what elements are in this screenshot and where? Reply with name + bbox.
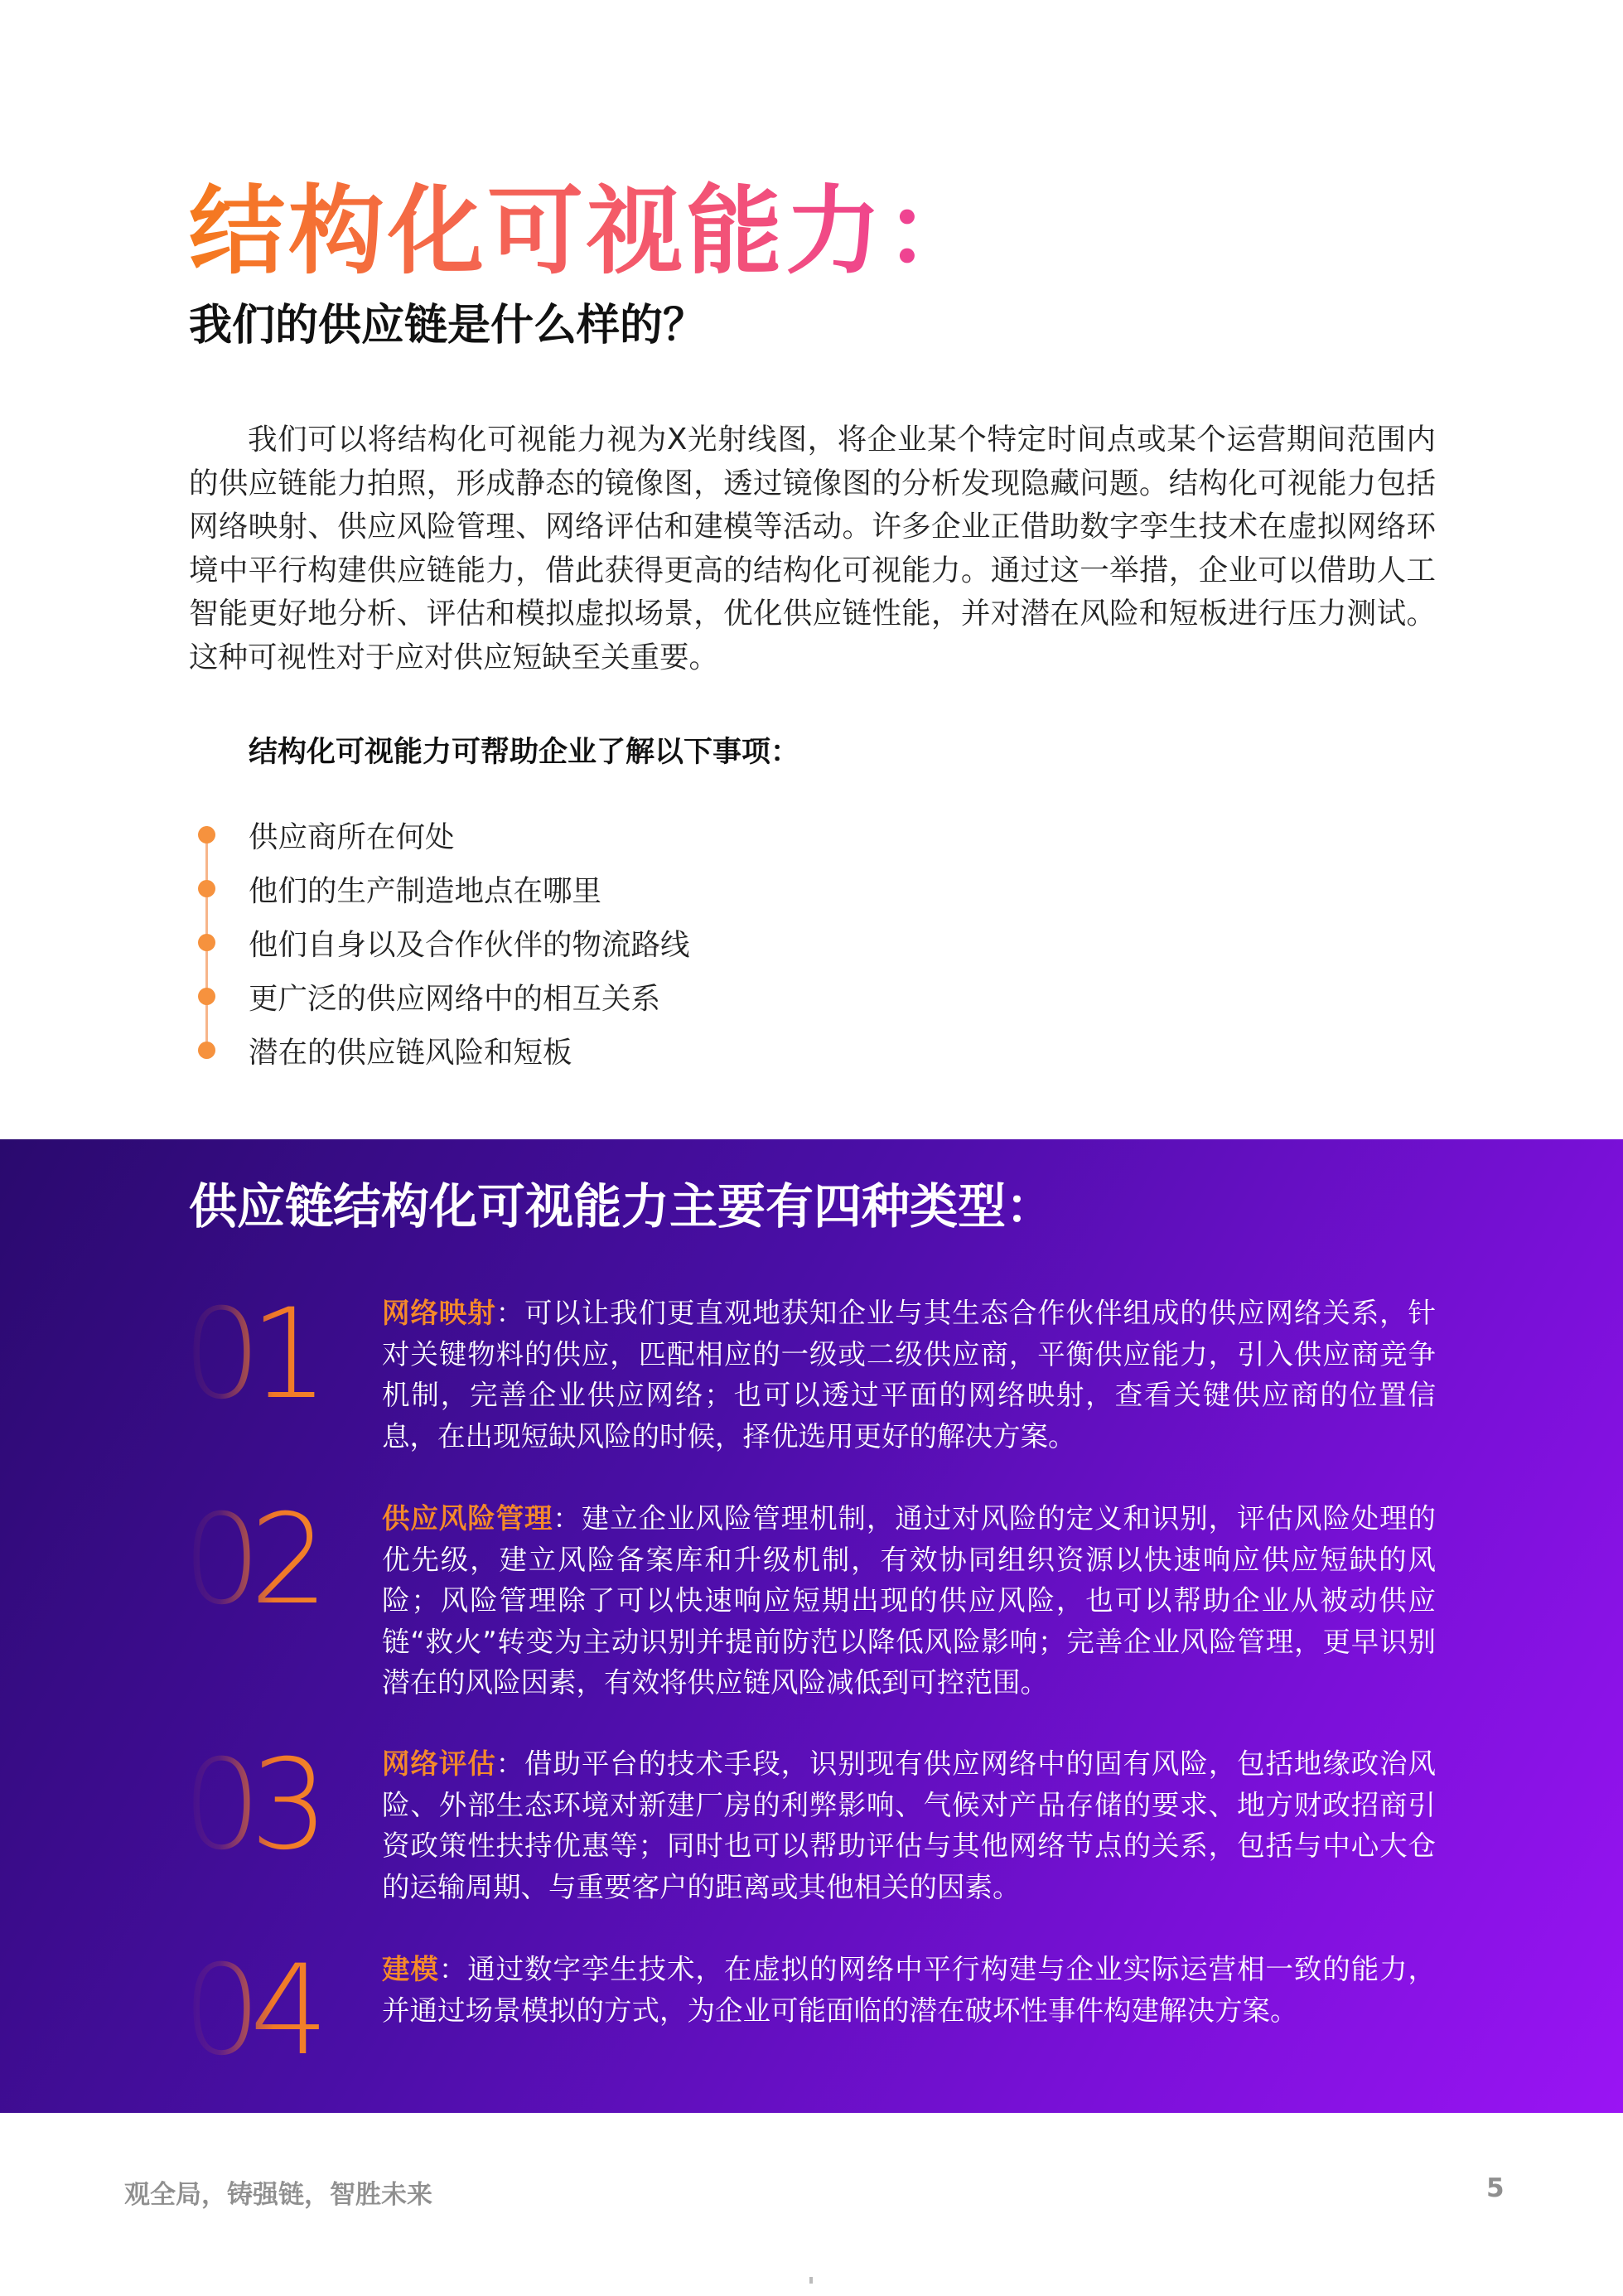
list-item-text: 潜在的供应链风险和短板 (249, 1036, 572, 1070)
bullet-dot-icon (198, 1042, 215, 1059)
type-description (382, 1293, 1436, 1457)
list-item-text: 他们的生产制造地点在哪里 (249, 874, 602, 908)
page-subtitle: 我们的供应链是什么样的？ (189, 301, 707, 350)
page-number: 5 (1486, 2173, 1505, 2203)
list-item (189, 969, 935, 1023)
footer-slogan: 观全局，铸强链，智胜未来 (124, 2180, 432, 2210)
type-heading: 供应风险管理 (382, 1502, 553, 1535)
bullet-dot-icon (198, 934, 215, 951)
type-body: ：通过数字孪生技术，在虚拟的网络中平行构建与企业实际运营相一致的能力，并通过场景模拟的方式，为企业可能面临的潜在破坏性事件构建解决方案。 (382, 1953, 1437, 2027)
bullet-dot-icon (198, 988, 215, 1005)
footer-divider (809, 2277, 813, 2284)
list-item (189, 1023, 935, 1077)
type-body: ：建立企业风险管理机制，通过对风险的定义和识别，评估风险处理的优先级，建立风险备案库和升级机制，有效协同组织资源以快速响应供应短缺的风险；风险管理除了可以快速响应短期出现的供应风险，也可以帮助企业从被动供应链“救火”转变为主动识别并提前防范以降低风险影响；完善企业风险管理，更早识别潜在的风险因素，有效将供应链风险减低到可控范围。 (382, 1502, 1437, 1699)
type-description (382, 1743, 1436, 1907)
type-body: ：借助平台的技术手段，识别现有供应网络中的固有风险，包括地缘政治风险、外部生态环境对新建厂房的利弊影响、气候对产品存储的要求、地方财政招商引资政策性扶持优惠等；同时也可以帮助评估与其他网络节点的关系，包括与中心大仓的运输周期、与重要客户的距离或其他相关的因素。 (382, 1747, 1437, 1903)
type-description (382, 1949, 1436, 2031)
bullet-list (189, 808, 935, 1077)
list-item (189, 916, 935, 969)
type-body: ：可以让我们更直观地获知企业与其生态合作伙伴组成的供应网络关系，针对关键物料的供应，匹配相应的一级或二级供应商，平衡供应能力，引入供应商竞争机制，完善企业供应网络；也可以透过平面的网络映射，查看关键供应商的位置信息，在出现短缺风险的时候，择优选用更好的解决方案。 (382, 1297, 1437, 1453)
list-item-text: 他们自身以及合作伙伴的物流路线 (249, 928, 690, 962)
list-item (189, 862, 935, 916)
type-number: 01 (182, 1293, 348, 1417)
bullet-list-lead: 结构化可视能力可帮助企业了解以下事项： (249, 736, 800, 769)
list-item-text: 供应商所在何处 (249, 820, 455, 854)
page-title: 结构化可视能力： (189, 174, 984, 289)
type-number: 03 (182, 1743, 348, 1868)
type-number: 04 (182, 1949, 348, 2073)
list-item-text: 更广泛的供应网络中的相互关系 (249, 982, 661, 1016)
bullet-dot-icon (198, 826, 215, 843)
types-panel-title: 供应链结构化可视能力主要有四种类型： (189, 1178, 1055, 1235)
list-item (189, 808, 935, 862)
type-description (382, 1498, 1436, 1704)
type-heading: 网络评估 (382, 1747, 496, 1780)
type-number: 02 (182, 1498, 348, 1622)
type-heading: 网络映射 (382, 1297, 496, 1329)
bullet-dot-icon (198, 880, 215, 897)
intro-paragraph: 我们可以将结构化可视能力视为X光射线图，将企业某个特定时间点或某个运营期间范围内的供应链能力拍照，形成静态的镜像图，透过镜像图的分析发现隐藏问题。结构化可视能力包括网络映射、供应风险管理、网络评估和建模等活动。许多企业正借助数字孪生技术在虚拟网络环境中平行构建供应链能力，借此获得更高的结构化可视能力。通过这一举措，企业可以借助人工智能更好地分析、评估和模拟虚拟场景，优化供应链性能，并对潜在风险和短板进行压力测试。这种可视性对于应对供应短缺至关重要。 (189, 423, 1436, 674)
type-heading: 建模 (382, 1953, 439, 1985)
